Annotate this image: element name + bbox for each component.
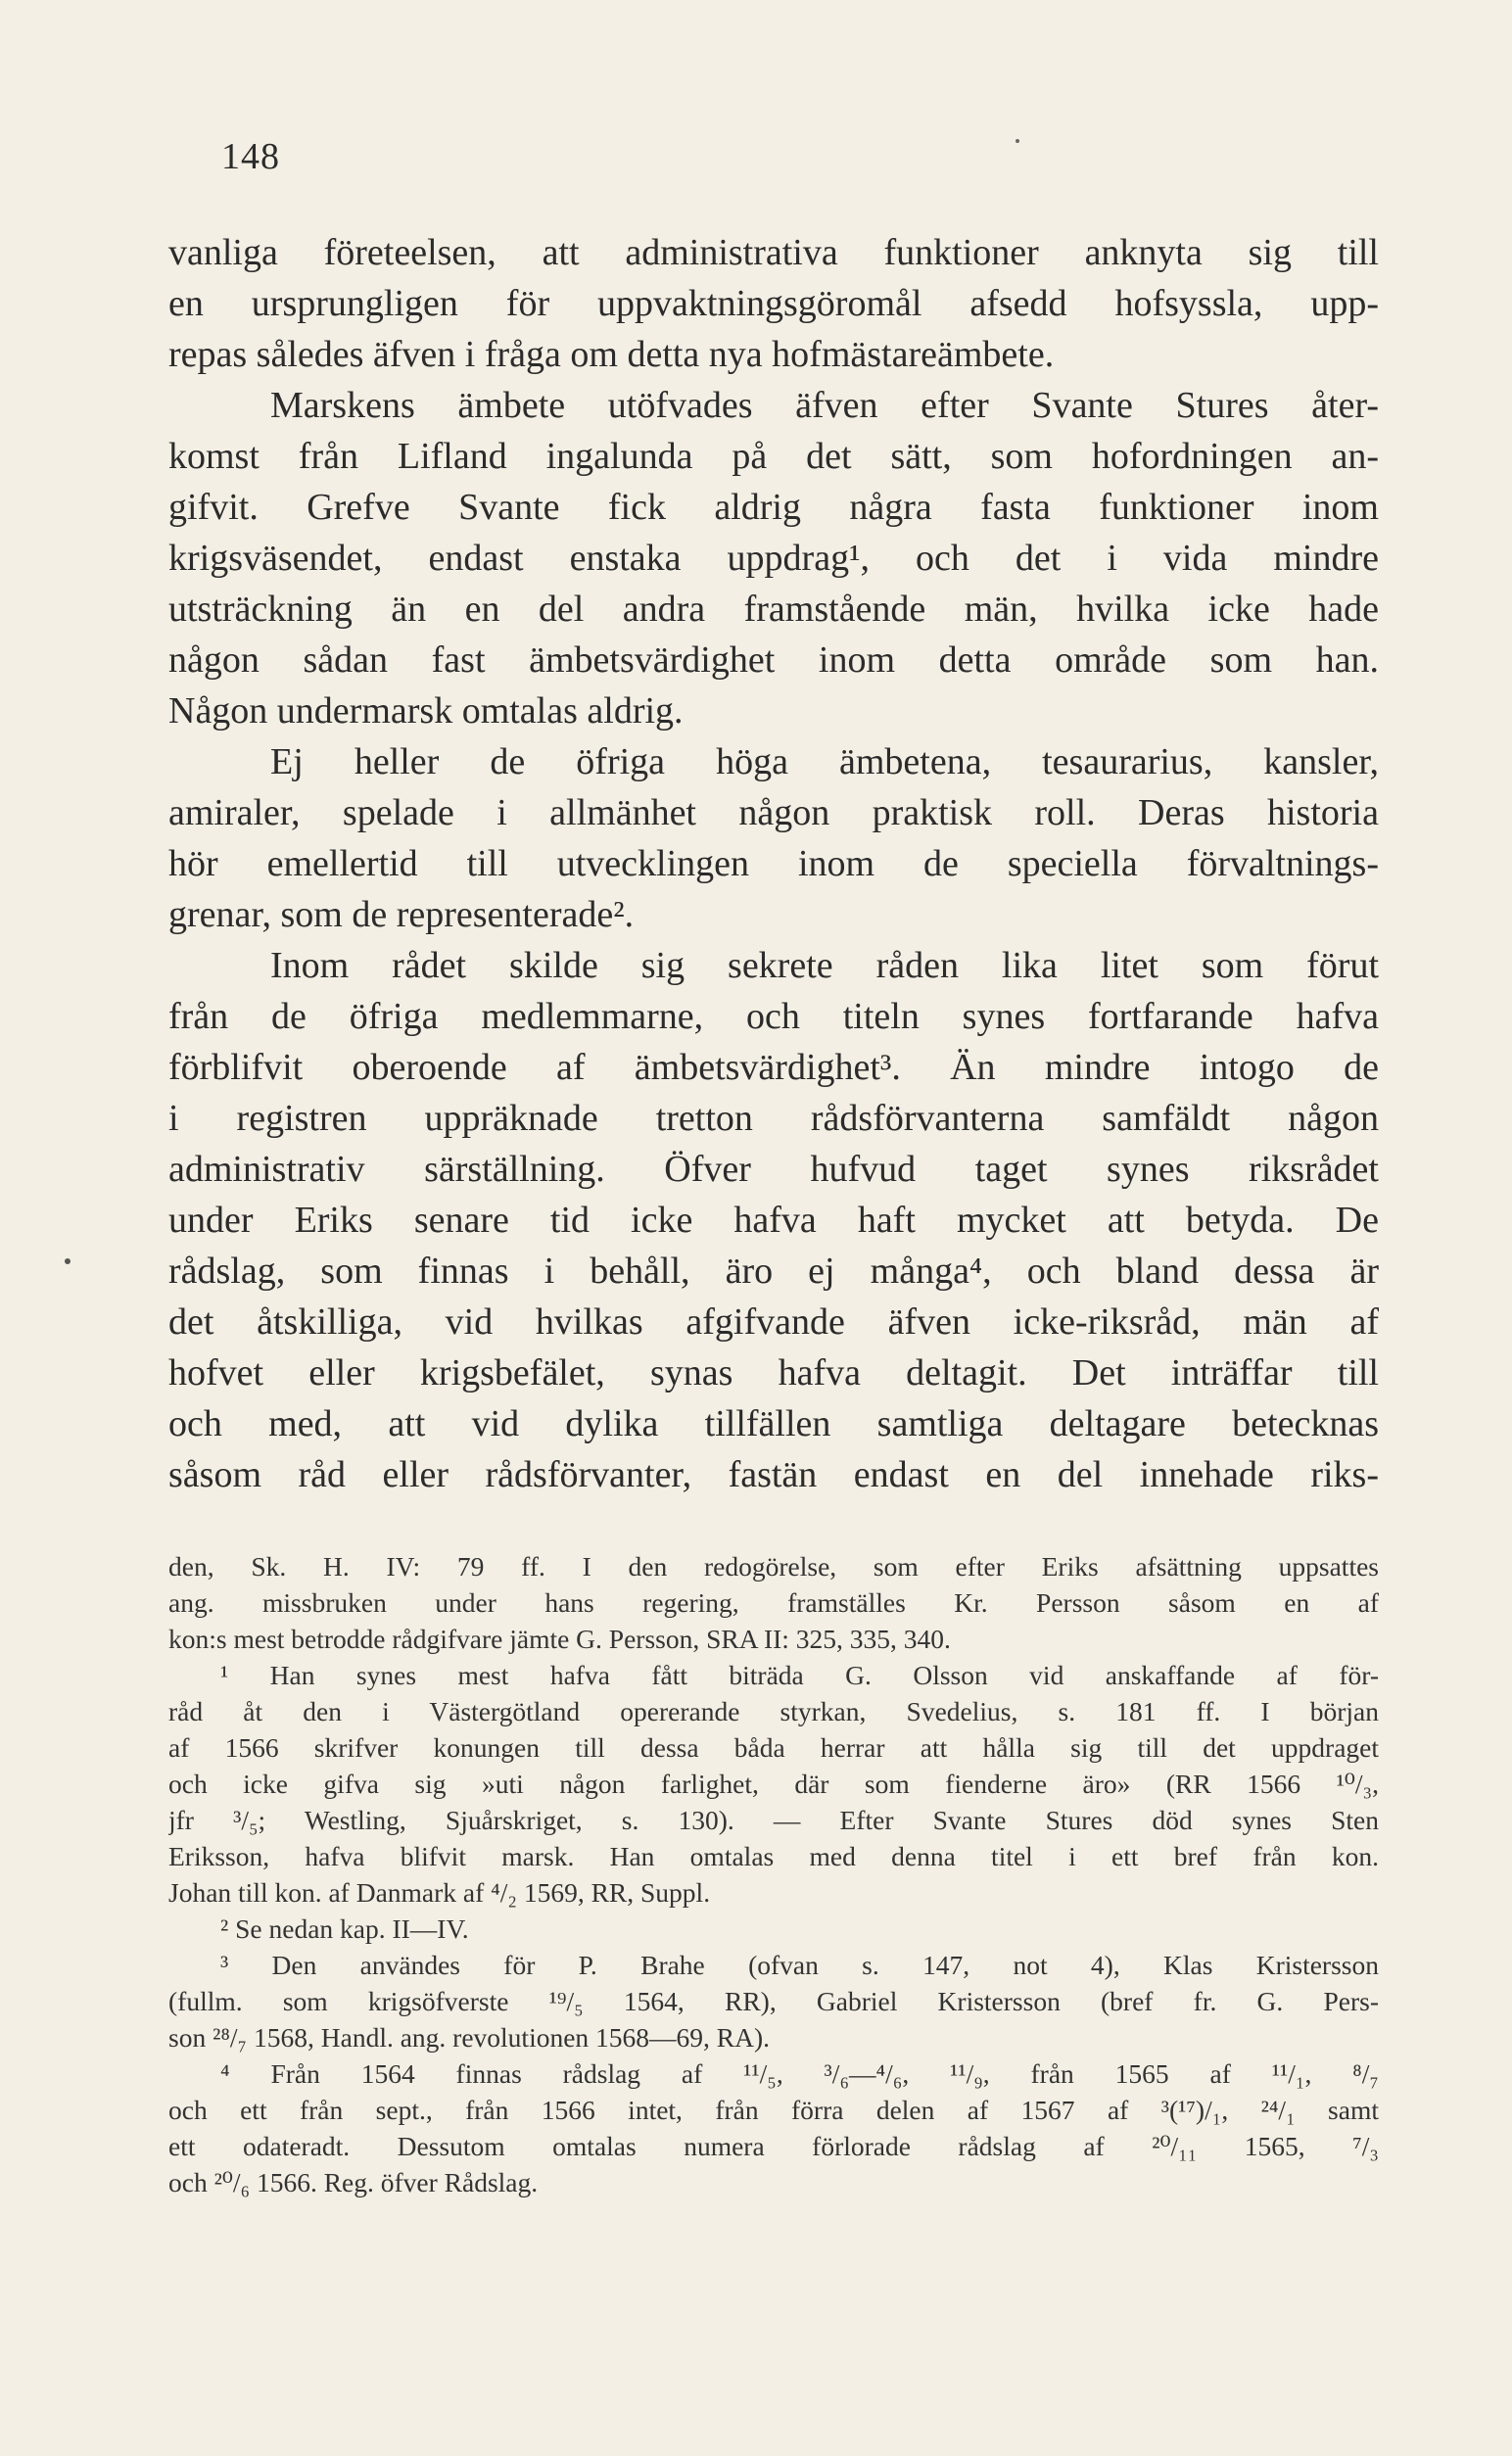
footnote-line: ³ Den användes för P. Brahe (ofvan s. 147, not 4), Klas Kristersson [220,1950,1379,1980]
body-line: under Eriks senare tid icke hafva haft mycket att betyda. De [168,1200,1379,1241]
body-line: Ej heller de öfriga höga ämbetena, tesaurarius, kansler, [270,741,1379,782]
footnote-line: och ett från sept., från 1566 intet, från förra delen af 1567 af ³(¹⁷)/₁, ²⁴/₁ samt [168,2095,1379,2125]
body-line: utsträckning än en del andra framstående män, hvilka icke hade [168,589,1379,630]
body-line: repas således äfven i fråga om detta nya hofmästareämbete. [168,334,1055,375]
page-number: 148 [221,136,280,177]
footnote-line: ¹ Han synes mest hafva fått biträda G. Olsson vid anskaffande af för- [220,1660,1379,1690]
footnote-line: och icke gifva sig »uti någon farlighet, där som fienderne äro» (RR 1566 ¹⁰/₃, [168,1769,1379,1799]
footnote-line: ett odateradt. Dessutom omtalas numera förlorade rådslag af ²⁰/₁₁ 1565, ⁷/₃ [168,2131,1379,2161]
body-line: hör emellertid till utvecklingen inom de speciella förvaltnings- [168,843,1379,884]
body-line: Någon undermarsk omtalas aldrig. [168,690,684,732]
body-line: administrativ särställning. Öfver hufvud taget synes riksrådet [168,1149,1379,1190]
body-line: gifvit. Grefve Svante fick aldrig några fasta funktioner inom [168,487,1379,528]
footnote-line: Johan till kon. af Danmark af ⁴/₂ 1569, RR, Suppl. [168,1877,711,1908]
footnote-line: son ²⁸/₇ 1568, Handl. ang. revolutionen 1568—69, RA). [168,2022,771,2053]
body-line: en ursprungligen för uppvaktningsgöromål afsedd hofsyssla, upp- [168,283,1379,324]
footnote-line: kon:s mest betrodde rådgifvare jämte G. Persson, SRA II: 325, 335, 340. [168,1624,951,1654]
body-line: det åtskilliga, vid hvilkas afgifvande äfven icke-riksråd, män af [168,1301,1379,1343]
footnote-line: råd åt den i Västergötland opererande styrkan, Svedelius, s. 181 ff. I början [168,1696,1379,1726]
body-line: komst från Lifland ingalunda på det sätt, som hofordningen an- [168,436,1379,477]
body-line: förblifvit oberoende af ämbetsvärdighet³. Än mindre intogo de [168,1047,1379,1088]
footnote-line: ² Se nedan kap. II—IV. [220,1913,469,1944]
footnote-line: och ²⁰/₆ 1566. Reg. öfver Rådslag. [168,2167,539,2197]
margin-mark [65,1258,71,1264]
body-line: krigsväsendet, endast enstaka uppdrag¹, och det i vida mindre [168,538,1379,579]
print-speck [1016,139,1019,143]
body-line: från de öfriga medlemmarne, och titeln synes fortfarande hafva [168,996,1379,1037]
body-line: Inom rådet skilde sig sekrete råden lika litet som förut [270,945,1379,986]
body-line: amiraler, spelade i allmänhet någon praktisk roll. Deras historia [168,792,1379,833]
body-line: någon sådan fast ämbetsvärdighet inom detta område som han. [168,639,1379,681]
footnote-line: jfr ³/₅; Westling, Sjuårskriget, s. 130). — Efter Svante Stures död synes Sten [168,1805,1379,1835]
body-line: såsom råd eller rådsförvanter, fastän endast en del innehade riks- [168,1454,1379,1495]
footnote-line: ang. missbruken under hans regering, framställes Kr. Persson såsom en af [168,1587,1379,1618]
body-line: och med, att vid dylika tillfällen samtliga deltagare betecknas [168,1403,1379,1444]
body-line: i registren uppräknade tretton rådsförvanterna samfäldt någon [168,1098,1379,1139]
footnote-line: (fullm. som krigsöfverste ¹⁹/₅ 1564, RR), Gabriel Kristersson (bref fr. G. Pers- [168,1986,1379,2016]
body-line: grenar, som de representerade². [168,894,635,935]
body-line: vanliga företeelsen, att administrativa funktioner anknyta sig till [168,232,1379,273]
body-line: hofvet eller krigsbefälet, synas hafva deltagit. Det inträffar till [168,1352,1379,1393]
body-line: rådslag, som finnas i behåll, äro ej många⁴, och bland dessa är [168,1251,1379,1292]
footnote-line: den, Sk. H. IV: 79 ff. I den redogörelse, som efter Eriks afsättning uppsattes [168,1551,1379,1582]
body-line: Marskens ämbete utöfvades äfven efter Svante Stures åter- [270,385,1379,426]
footnote-line: Eriksson, hafva blifvit marsk. Han omtalas med denna titel i ett bref från kon. [168,1841,1379,1871]
footnote-line: af 1566 skrifver konungen till dessa båda herrar att hålla sig till det uppdraget [168,1732,1379,1763]
footnote-line: ⁴ Från 1564 finnas rådslag af ¹¹/₅, ³/₆—⁴/₆, ¹¹/₉, från 1565 af ¹¹/₁, ⁸/₇ [220,2058,1379,2089]
